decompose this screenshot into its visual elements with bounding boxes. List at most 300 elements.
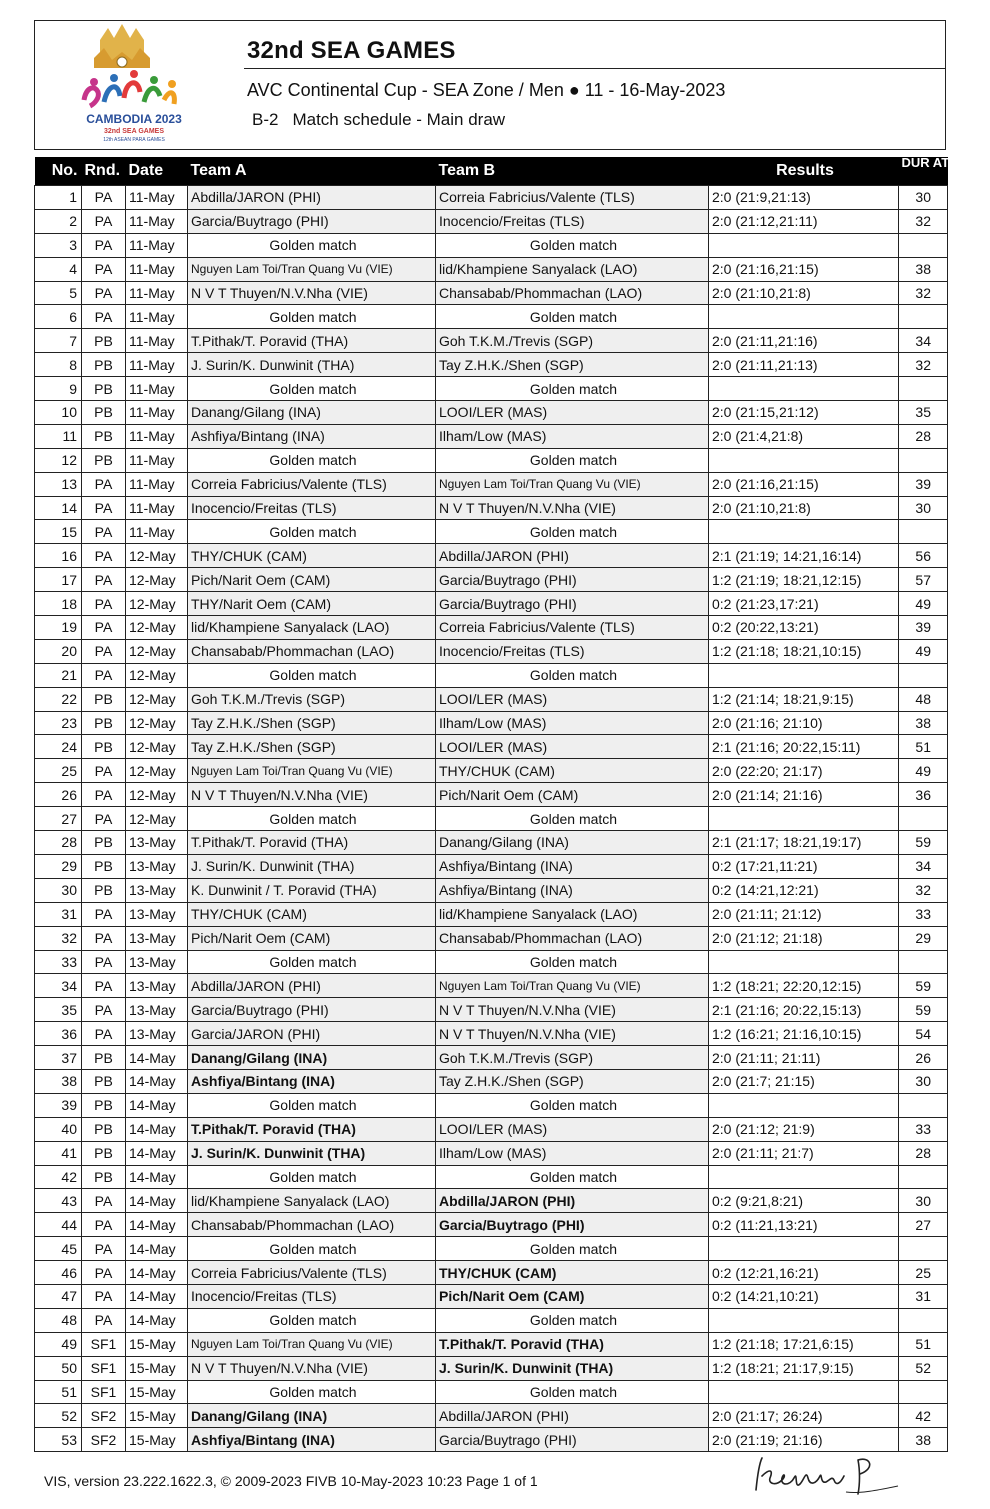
cell-team-a: Golden match xyxy=(188,950,436,974)
cell-team-a: J. Surin/K. Dunwinit (THA) xyxy=(188,854,436,878)
table-row xyxy=(35,329,948,353)
cell-team-a: Golden match xyxy=(188,377,436,401)
cell-result: 2:0 (21:15,21:12) xyxy=(709,401,899,425)
cell-team-a: Golden match xyxy=(188,663,436,687)
cell-team-a: Danang/Gilang (INA) xyxy=(188,401,436,425)
cell-result: 2:1 (21:16; 20:22,15:13) xyxy=(709,998,899,1022)
cell-team-a: Chansabab/Phommachan (LAO) xyxy=(188,1213,436,1237)
cell-result: 2:1 (21:17; 18:21,19:17) xyxy=(709,831,899,855)
cell-result xyxy=(709,807,899,831)
logo-subtext2: 12th ASEAN PARA GAMES xyxy=(103,137,165,143)
cell-no: 49 xyxy=(35,1332,82,1356)
cell-result xyxy=(709,1308,899,1332)
cell-round: SF1 xyxy=(82,1356,126,1380)
table-row xyxy=(35,472,948,496)
cell-result: 0:2 (9:21,8:21) xyxy=(709,1189,899,1213)
cell-team-b: Chansabab/Phommachan (LAO) xyxy=(436,926,709,950)
table-row xyxy=(35,735,948,759)
cell-team-a: Correia Fabricius/Valente (TLS) xyxy=(188,472,436,496)
cell-team-b: Chansabab/Phommachan (LAO) xyxy=(436,281,709,305)
cell-no: 22 xyxy=(35,687,82,711)
table-row xyxy=(35,854,948,878)
table-row xyxy=(35,1022,948,1046)
cell-team-b: LOOI/LER (MAS) xyxy=(436,735,709,759)
cell-team-b: Golden match xyxy=(436,1308,709,1332)
cell-team-b: Garcia/Buytrago (PHI) xyxy=(436,1428,709,1452)
cell-round: PB xyxy=(82,377,126,401)
cell-no: 38 xyxy=(35,1069,82,1093)
table-row xyxy=(35,305,948,329)
cell-team-a: THY/Narit Oem (CAM) xyxy=(188,592,436,616)
cell-team-b: Golden match xyxy=(436,663,709,687)
cell-result: 2:0 (21:16,21:15) xyxy=(709,257,899,281)
cell-date: 11-May xyxy=(126,329,188,353)
col-header-team-b: Team B xyxy=(436,157,709,186)
table-row xyxy=(35,1308,948,1332)
cell-result xyxy=(709,520,899,544)
cell-duration: 59 xyxy=(899,974,948,998)
cell-round: PA xyxy=(82,616,126,640)
cell-round: PB xyxy=(82,1069,126,1093)
cell-date: 14-May xyxy=(126,1069,188,1093)
cell-team-a: Golden match xyxy=(188,807,436,831)
cell-team-b: Pich/Narit Oem (CAM) xyxy=(436,783,709,807)
table-row xyxy=(35,1117,948,1141)
cell-no: 50 xyxy=(35,1356,82,1380)
cell-no: 12 xyxy=(35,448,82,472)
cell-team-b: Correia Fabricius/Valente (TLS) xyxy=(436,616,709,640)
cell-round: PB xyxy=(82,1117,126,1141)
cell-team-a: Abdilla/JARON (PHI) xyxy=(188,186,436,210)
cell-team-a: Ashfiya/Bintang (INA) xyxy=(188,424,436,448)
cell-team-b: Ilham/Low (MAS) xyxy=(436,1141,709,1165)
cell-date: 11-May xyxy=(126,257,188,281)
cell-team-b: Ashfiya/Bintang (INA) xyxy=(436,854,709,878)
cell-round: PA xyxy=(82,1261,126,1285)
cell-round: PA xyxy=(82,257,126,281)
cell-duration: 30 xyxy=(899,186,948,210)
cell-no: 11 xyxy=(35,424,82,448)
cell-team-b: Golden match xyxy=(436,520,709,544)
cell-team-b: Ilham/Low (MAS) xyxy=(436,424,709,448)
cell-team-b: Inocencio/Freitas (TLS) xyxy=(436,639,709,663)
cell-duration: 51 xyxy=(899,735,948,759)
cell-duration xyxy=(899,448,948,472)
cell-round: PA xyxy=(82,639,126,663)
cell-duration: 30 xyxy=(899,1069,948,1093)
cell-team-a: Danang/Gilang (INA) xyxy=(188,1404,436,1428)
cell-result: 1:2 (21:19; 18:21,12:15) xyxy=(709,568,899,592)
cell-date: 14-May xyxy=(126,1165,188,1189)
cell-duration xyxy=(899,305,948,329)
cell-team-a: Abdilla/JARON (PHI) xyxy=(188,974,436,998)
cell-result xyxy=(709,1093,899,1117)
table-row xyxy=(35,496,948,520)
cell-result xyxy=(709,233,899,257)
table-row xyxy=(35,209,948,233)
cell-result: 2:0 (21:4,21:8) xyxy=(709,424,899,448)
cell-team-b: Ilham/Low (MAS) xyxy=(436,711,709,735)
cell-date: 13-May xyxy=(126,854,188,878)
cell-team-b: Garcia/Buytrago (PHI) xyxy=(436,592,709,616)
cell-team-a: Inocencio/Freitas (TLS) xyxy=(188,496,436,520)
cell-result: 2:0 (21:16; 21:10) xyxy=(709,711,899,735)
cell-date: 14-May xyxy=(126,1284,188,1308)
cell-round: PB xyxy=(82,1093,126,1117)
cell-no: 23 xyxy=(35,711,82,735)
cell-no: 24 xyxy=(35,735,82,759)
cell-round: SF2 xyxy=(82,1404,126,1428)
cell-duration: 35 xyxy=(899,401,948,425)
cell-date: 11-May xyxy=(126,448,188,472)
cell-duration: 39 xyxy=(899,472,948,496)
cell-team-a: THY/CHUK (CAM) xyxy=(188,902,436,926)
cell-result: 2:0 (21:7; 21:15) xyxy=(709,1069,899,1093)
cell-no: 42 xyxy=(35,1165,82,1189)
cell-team-b: Nguyen Lam Toi/Tran Quang Vu (VIE) xyxy=(436,974,709,998)
cell-result: 2:0 (22:20; 21:17) xyxy=(709,759,899,783)
cell-date: 12-May xyxy=(126,568,188,592)
cell-no: 16 xyxy=(35,544,82,568)
cell-team-b: Golden match xyxy=(436,807,709,831)
cell-result: 2:0 (21:10,21:8) xyxy=(709,281,899,305)
cell-date: 13-May xyxy=(126,878,188,902)
cell-duration xyxy=(899,950,948,974)
cambodia-2023-logo xyxy=(64,22,204,146)
cell-team-a: Ashfiya/Bintang (INA) xyxy=(188,1069,436,1093)
cell-round: PB xyxy=(82,831,126,855)
cell-no: 8 xyxy=(35,353,82,377)
cell-duration: 51 xyxy=(899,1332,948,1356)
cell-result: 2:0 (21:11; 21:11) xyxy=(709,1046,899,1070)
cell-result xyxy=(709,377,899,401)
cell-round: SF2 xyxy=(82,1428,126,1452)
cell-result: 2:1 (21:19; 14:21,16:14) xyxy=(709,544,899,568)
table-row xyxy=(35,281,948,305)
cell-duration: 28 xyxy=(899,424,948,448)
col-header-round: Rnd. xyxy=(82,157,126,186)
cell-round: PB xyxy=(82,401,126,425)
col-header-results: Results xyxy=(709,157,899,186)
cell-duration: 31 xyxy=(899,1284,948,1308)
cell-team-b: Golden match xyxy=(436,1093,709,1117)
cell-team-a: Correia Fabricius/Valente (TLS) xyxy=(188,1261,436,1285)
cell-duration: 34 xyxy=(899,329,948,353)
cell-duration: 42 xyxy=(899,1404,948,1428)
cell-date: 11-May xyxy=(126,233,188,257)
cell-duration xyxy=(899,1308,948,1332)
cell-date: 13-May xyxy=(126,926,188,950)
cell-date: 12-May xyxy=(126,807,188,831)
cell-date: 11-May xyxy=(126,377,188,401)
cell-team-b: Golden match xyxy=(436,305,709,329)
cell-duration xyxy=(899,1380,948,1404)
cell-round: PA xyxy=(82,568,126,592)
cell-result: 2:0 (21:14; 21:16) xyxy=(709,783,899,807)
table-row xyxy=(35,950,948,974)
cell-team-b: THY/CHUK (CAM) xyxy=(436,1261,709,1285)
table-row xyxy=(35,926,948,950)
table-row xyxy=(35,1093,948,1117)
cell-no: 53 xyxy=(35,1428,82,1452)
cell-result: 2:0 (21:9,21:13) xyxy=(709,186,899,210)
table-row xyxy=(35,902,948,926)
logo-subtext: 32nd SEA GAMES xyxy=(103,128,165,135)
cell-no: 36 xyxy=(35,1022,82,1046)
cell-duration: 52 xyxy=(899,1356,948,1380)
cell-round: PA xyxy=(82,496,126,520)
table-row xyxy=(35,711,948,735)
cell-no: 52 xyxy=(35,1404,82,1428)
cell-date: 14-May xyxy=(126,1117,188,1141)
cell-round: PB xyxy=(82,1165,126,1189)
cell-duration xyxy=(899,377,948,401)
cell-date: 12-May xyxy=(126,616,188,640)
cell-no: 40 xyxy=(35,1117,82,1141)
cell-duration: 30 xyxy=(899,1189,948,1213)
cell-team-b: lid/Khampiene Sanyalack (LAO) xyxy=(436,902,709,926)
logo-text: CAMBODIA 2023 xyxy=(86,112,182,126)
cell-result: 0:2 (14:21,12:21) xyxy=(709,878,899,902)
cell-round: PA xyxy=(82,974,126,998)
cell-round: PA xyxy=(82,807,126,831)
cell-round: PA xyxy=(82,1213,126,1237)
cell-result: 0:2 (21:23,17:21) xyxy=(709,592,899,616)
cell-result: 0:2 (20:22,13:21) xyxy=(709,616,899,640)
table-row xyxy=(35,377,948,401)
cell-date: 15-May xyxy=(126,1380,188,1404)
cell-date: 14-May xyxy=(126,1213,188,1237)
page-title: 32nd SEA GAMES xyxy=(247,37,456,64)
table-row xyxy=(35,663,948,687)
cell-team-b: Inocencio/Freitas (TLS) xyxy=(436,209,709,233)
cell-date: 12-May xyxy=(126,687,188,711)
cell-round: PB xyxy=(82,854,126,878)
cell-duration: 48 xyxy=(899,687,948,711)
cell-round: PA xyxy=(82,1284,126,1308)
cell-no: 46 xyxy=(35,1261,82,1285)
table-row xyxy=(35,544,948,568)
table-row xyxy=(35,592,948,616)
cell-date: 12-May xyxy=(126,735,188,759)
cell-result: 2:0 (21:11,21:16) xyxy=(709,329,899,353)
cell-team-b: Golden match xyxy=(436,233,709,257)
cell-no: 48 xyxy=(35,1308,82,1332)
cell-team-b: Tay Z.H.K./Shen (SGP) xyxy=(436,353,709,377)
cell-result xyxy=(709,1237,899,1261)
cell-team-a: Golden match xyxy=(188,1165,436,1189)
cell-team-b: THY/CHUK (CAM) xyxy=(436,759,709,783)
cell-duration: 54 xyxy=(899,1022,948,1046)
cell-team-b: Golden match xyxy=(436,448,709,472)
cell-date: 11-May xyxy=(126,209,188,233)
cell-date: 11-May xyxy=(126,401,188,425)
table-row xyxy=(35,1261,948,1285)
table-row xyxy=(35,1380,948,1404)
cell-date: 15-May xyxy=(126,1404,188,1428)
cell-result: 1:2 (21:14; 18:21,9:15) xyxy=(709,687,899,711)
cell-team-b: Tay Z.H.K./Shen (SGP) xyxy=(436,1069,709,1093)
cell-round: PA xyxy=(82,1237,126,1261)
cell-date: 11-May xyxy=(126,472,188,496)
cell-team-b: lid/Khampiene Sanyalack (LAO) xyxy=(436,257,709,281)
cell-duration: 32 xyxy=(899,878,948,902)
col-header-date: Date xyxy=(126,157,188,186)
cell-team-b: Abdilla/JARON (PHI) xyxy=(436,544,709,568)
cell-no: 31 xyxy=(35,902,82,926)
cell-no: 44 xyxy=(35,1213,82,1237)
cell-no: 41 xyxy=(35,1141,82,1165)
crown-icon xyxy=(94,24,150,68)
cell-duration: 38 xyxy=(899,257,948,281)
cell-team-a: N V T Thuyen/N.V.Nha (VIE) xyxy=(188,783,436,807)
cell-duration: 56 xyxy=(899,544,948,568)
cell-team-b: LOOI/LER (MAS) xyxy=(436,401,709,425)
cell-round: SF1 xyxy=(82,1332,126,1356)
cell-no: 47 xyxy=(35,1284,82,1308)
cell-team-a: N V T Thuyen/N.V.Nha (VIE) xyxy=(188,1356,436,1380)
footer-text: VIS, version 23.222.1622.3, © 2009-2023 FIVB 10-May-2023 10:23 Page 1 of 1 xyxy=(44,1473,538,1489)
cell-duration: 32 xyxy=(899,353,948,377)
cell-team-b: Golden match xyxy=(436,1237,709,1261)
cell-duration xyxy=(899,663,948,687)
cell-round: PB xyxy=(82,711,126,735)
cell-round: PA xyxy=(82,233,126,257)
cell-date: 14-May xyxy=(126,1141,188,1165)
cell-no: 17 xyxy=(35,568,82,592)
cell-date: 11-May xyxy=(126,496,188,520)
cell-team-a: Tay Z.H.K./Shen (SGP) xyxy=(188,711,436,735)
table-row xyxy=(35,1141,948,1165)
cell-duration: 32 xyxy=(899,209,948,233)
cell-team-b: N V T Thuyen/N.V.Nha (VIE) xyxy=(436,496,709,520)
cell-duration: 29 xyxy=(899,926,948,950)
cell-team-a: Danang/Gilang (INA) xyxy=(188,1046,436,1070)
cell-round: PA xyxy=(82,759,126,783)
cell-team-a: Goh T.K.M./Trevis (SGP) xyxy=(188,687,436,711)
cell-team-b: Correia Fabricius/Valente (TLS) xyxy=(436,186,709,210)
cell-round: PA xyxy=(82,783,126,807)
cell-team-a: Garcia/Buytrago (PHI) xyxy=(188,209,436,233)
cell-team-a: T.Pithak/T. Poravid (THA) xyxy=(188,329,436,353)
cell-duration xyxy=(899,1237,948,1261)
cell-date: 14-May xyxy=(126,1189,188,1213)
table-row xyxy=(35,568,948,592)
cell-round: PB xyxy=(82,687,126,711)
cell-result: 2:0 (21:11; 21:7) xyxy=(709,1141,899,1165)
cell-round: PA xyxy=(82,186,126,210)
cell-duration xyxy=(899,1093,948,1117)
title-rule xyxy=(244,68,946,69)
cell-date: 12-May xyxy=(126,711,188,735)
table-row xyxy=(35,1284,948,1308)
cell-round: PA xyxy=(82,998,126,1022)
cell-no: 4 xyxy=(35,257,82,281)
cell-round: PB xyxy=(82,448,126,472)
table-row xyxy=(35,257,948,281)
table-row xyxy=(35,1213,948,1237)
cell-date: 14-May xyxy=(126,1237,188,1261)
cell-round: PA xyxy=(82,520,126,544)
cell-team-b: Pich/Narit Oem (CAM) xyxy=(436,1284,709,1308)
cell-duration: 25 xyxy=(899,1261,948,1285)
cell-result: 2:0 (21:12; 21:9) xyxy=(709,1117,899,1141)
cell-team-a: lid/Khampiene Sanyalack (LAO) xyxy=(188,1189,436,1213)
cell-round: PB xyxy=(82,1141,126,1165)
cell-no: 10 xyxy=(35,401,82,425)
table-row xyxy=(35,759,948,783)
cell-team-b: Golden match xyxy=(436,1380,709,1404)
table-row xyxy=(35,401,948,425)
cell-result xyxy=(709,1380,899,1404)
cell-round: SF1 xyxy=(82,1380,126,1404)
cell-no: 26 xyxy=(35,783,82,807)
cell-no: 27 xyxy=(35,807,82,831)
cell-no: 3 xyxy=(35,233,82,257)
cell-no: 51 xyxy=(35,1380,82,1404)
cell-team-b: Nguyen Lam Toi/Tran Quang Vu (VIE) xyxy=(436,472,709,496)
cell-result xyxy=(709,448,899,472)
table-row xyxy=(35,1428,948,1452)
cell-team-b: Abdilla/JARON (PHI) xyxy=(436,1189,709,1213)
cell-team-b: LOOI/LER (MAS) xyxy=(436,1117,709,1141)
cell-round: PA xyxy=(82,1022,126,1046)
cell-team-a: Chansabab/Phommachan (LAO) xyxy=(188,639,436,663)
cell-result: 2:0 (21:10,21:8) xyxy=(709,496,899,520)
cell-team-a: Inocencio/Freitas (TLS) xyxy=(188,1284,436,1308)
cell-team-a: Garcia/Buytrago (PHI) xyxy=(188,998,436,1022)
cell-no: 39 xyxy=(35,1093,82,1117)
cell-no: 32 xyxy=(35,926,82,950)
cell-result: 1:2 (21:18; 18:21,10:15) xyxy=(709,639,899,663)
cell-team-a: Golden match xyxy=(188,233,436,257)
cell-team-b: Golden match xyxy=(436,950,709,974)
cell-result: 1:2 (21:18; 17:21,6:15) xyxy=(709,1332,899,1356)
table-row xyxy=(35,233,948,257)
table-row xyxy=(35,1069,948,1093)
cell-team-a: Golden match xyxy=(188,1237,436,1261)
cell-team-a: T.Pithak/T. Poravid (THA) xyxy=(188,1117,436,1141)
cell-result: 2:0 (21:17; 26:24) xyxy=(709,1404,899,1428)
cell-date: 13-May xyxy=(126,998,188,1022)
table-row xyxy=(35,878,948,902)
table-row xyxy=(35,807,948,831)
cell-date: 12-May xyxy=(126,544,188,568)
cell-duration: 49 xyxy=(899,639,948,663)
cell-duration: 33 xyxy=(899,902,948,926)
cell-date: 13-May xyxy=(126,902,188,926)
table-row xyxy=(35,353,948,377)
cell-date: 12-May xyxy=(126,639,188,663)
cell-team-a: Golden match xyxy=(188,1093,436,1117)
cell-result: 2:0 (21:16,21:15) xyxy=(709,472,899,496)
cell-no: 21 xyxy=(35,663,82,687)
cell-duration xyxy=(899,807,948,831)
cell-duration xyxy=(899,520,948,544)
document-code: B-2 xyxy=(252,110,279,129)
table-row xyxy=(35,1165,948,1189)
cell-team-a: J. Surin/K. Dunwinit (THA) xyxy=(188,353,436,377)
cell-result: 0:2 (14:21,10:21) xyxy=(709,1284,899,1308)
cell-round: PA xyxy=(82,1308,126,1332)
cell-round: PB xyxy=(82,878,126,902)
cell-round: PA xyxy=(82,663,126,687)
table-row xyxy=(35,1332,948,1356)
cell-no: 6 xyxy=(35,305,82,329)
cell-no: 1 xyxy=(35,186,82,210)
cell-duration: 27 xyxy=(899,1213,948,1237)
cell-team-b: Golden match xyxy=(436,377,709,401)
